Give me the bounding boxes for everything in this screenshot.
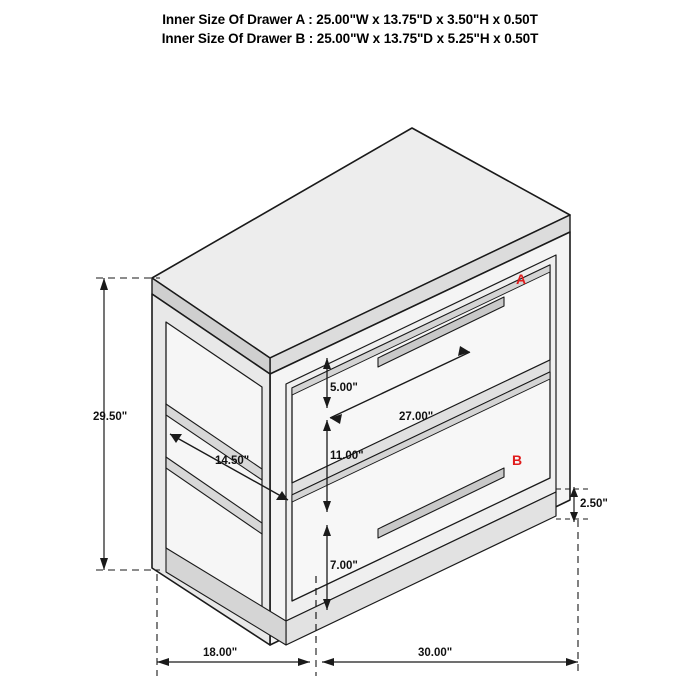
width-arrow-right [566, 658, 578, 666]
cabinet-body [152, 128, 570, 645]
height-arrow-bottom [100, 558, 108, 570]
header-line-2: Inner Size Of Drawer B : 25.00"W x 13.75"D x 5.25"H x 0.50T [161, 31, 539, 46]
label-drawer-b-inner-height: 7.00" [330, 560, 358, 572]
label-drawer-a-inner-height: 5.00" [330, 382, 358, 394]
base-arrow-bottom [570, 512, 578, 522]
drawer-b-letter: B [512, 452, 523, 468]
depth-arrow-right [298, 658, 310, 666]
label-front-inner-width: 27.00" [399, 411, 434, 423]
label-mid-height: 11.00" [330, 450, 364, 462]
label-inner-depth: 14.50" [215, 455, 250, 467]
header-line-1: Inner Size Of Drawer A : 25.00"W x 13.75"D x 3.50"H x 0.50T [162, 12, 538, 27]
depth-arrow-left [157, 658, 169, 666]
label-total-height: 29.50" [93, 411, 128, 423]
drawer-a-letter: A [516, 271, 527, 287]
height-arrow-top [100, 278, 108, 290]
width-arrow-left [322, 658, 334, 666]
label-front-width: 30.00" [418, 647, 453, 659]
label-side-depth: 18.00" [203, 647, 238, 659]
label-base-height: 2.50" [580, 498, 608, 510]
